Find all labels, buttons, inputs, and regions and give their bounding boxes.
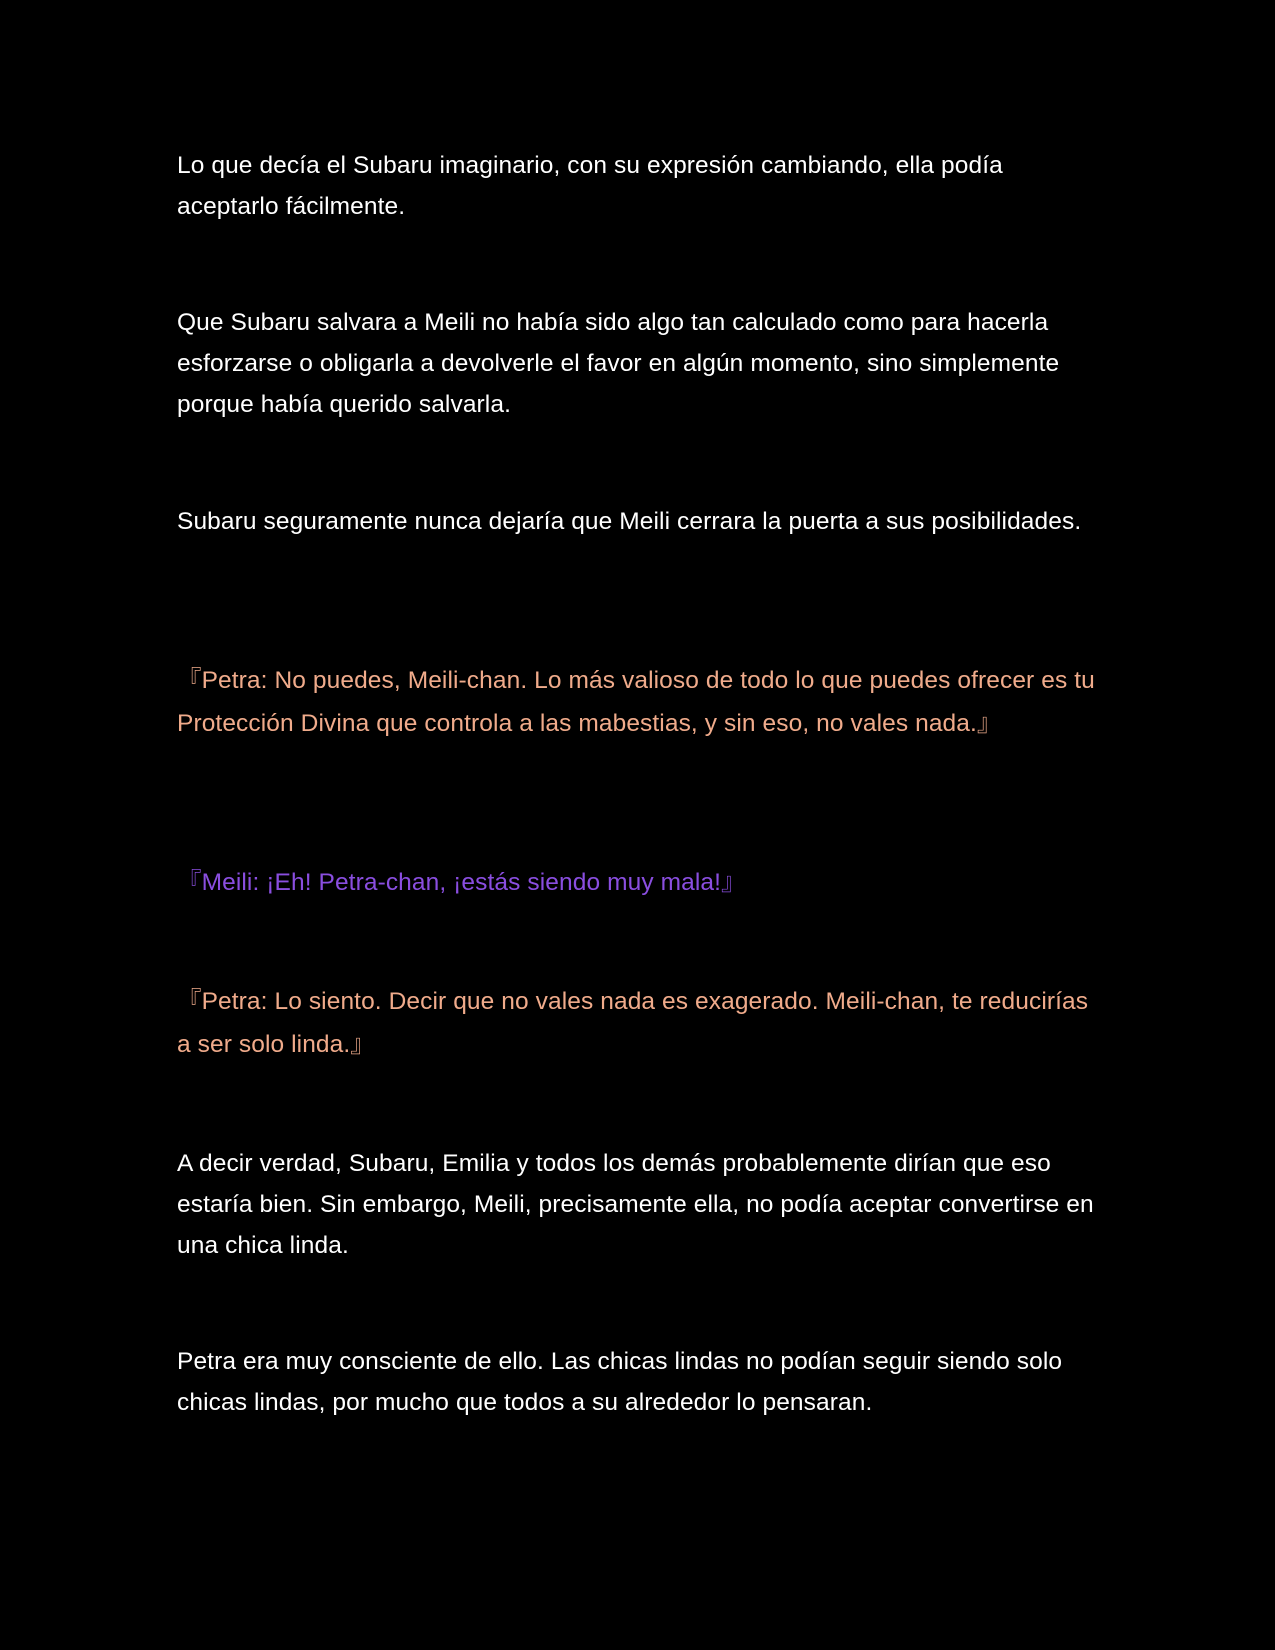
petra-dialogue: 『Petra: Lo siento. Decir que no vales nada es exagerado. Meili-chan, te reducirías a ser solo linda.』: [177, 988, 1089, 1058]
narration-paragraph: Subaru seguramente nunca dejaría que Meili cerrara la puerta a sus posibilidades.: [177, 508, 1082, 535]
narration-paragraph: Petra era muy consciente de ello. Las chicas lindas no podían seguir siendo solo chicas lindas, por mucho que todos a su alrededor lo pensaran.: [177, 1348, 1063, 1416]
narration-paragraph: Que Subaru salvara a Meili no había sido algo tan calculado como para hacerla esforzarse o obligarla a devolverle el favor en algún momento, sino simplemente porque había querido salvarla.: [177, 309, 1060, 418]
narration-paragraph: A decir verdad, Subaru, Emilia y todos los demás probablemente dirían que eso estaría bien. Sin embargo, Meili, precisamente ella, no podía aceptar convertirse en una chica linda.: [177, 1150, 1094, 1259]
meili-dialogue: 『Meili: ¡Eh! Petra-chan, ¡estás siendo muy mala!』: [177, 869, 746, 896]
narration-paragraph: Lo que decía el Subaru imaginario, con su expresión cambiando, ella podía aceptarlo fácilmente.: [177, 152, 1003, 220]
petra-dialogue: 『Petra: No puedes, Meili-chan. Lo más valioso de todo lo que puedes ofrecer es tu Protección Divina que controla a las mabestias, y sin eso, no vales nada.』: [177, 667, 1095, 737]
